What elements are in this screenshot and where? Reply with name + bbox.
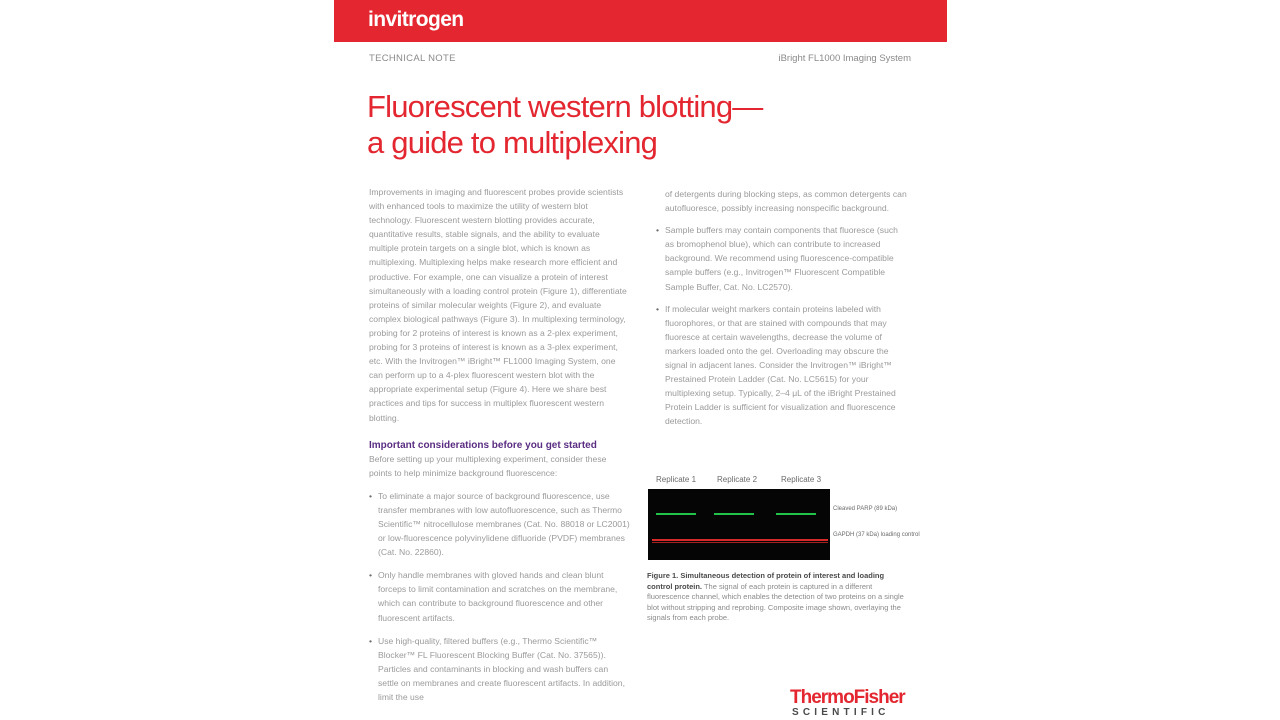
replicate-label: Replicate 3 [781,475,822,484]
title-line-2: a guide to multiplexing [367,125,658,160]
green-band [776,513,816,515]
red-band [652,539,828,541]
section-heading: Important considerations before you get started [369,439,597,451]
replicate-label: Replicate 1 [656,475,697,484]
section-lead: Before setting up your multiplexing experiment, consider these points to help minimize background fluorescence: [369,453,607,478]
product-label: iBright FL1000 Imaging System [778,53,911,64]
document-page [334,0,947,720]
logo-subtitle: SCIENTIFIC [792,707,890,718]
doc-type-label: TECHNICAL NOTE [369,53,456,64]
logo-wordmark: ThermoFisher [790,687,905,708]
red-band-label: GAPDH (37 kDa) loading control [833,532,920,538]
replicate-label: Replicate 2 [717,475,758,484]
green-band-label: Cleaved PARP (89 kDa) [833,506,898,512]
bullet-list-right [656,187,908,429]
left-column [369,185,631,704]
invitrogen-logo: invitrogen [368,8,464,31]
intro-paragraph: Improvements in imaging and fluorescent probes provide scientists with enhanced tools to maximize the utility of western blot technology. Fluorescent western blotting provides accurate, quantitative results, stable signals, and the ability to evaluate multiple protein targets on a single blot, which is known as multiplexing. Multiplexing helps make research more efficient and productive. For example, one can visualize a protein of interest simultaneously with a loading control protein (Figure 1), differentiate proteins of similar molecular weights (Figure 2), and evaluate complex biological pathways (Figure 3). In multiplexing terminology, probing for 2 proteins of interest is known as a 2-plex experiment, probing for 3 proteins of interest is known as a 3-plex experiment, etc. With the Invitrogen™ iBright™ FL1000 Imaging System, one can perform up to a 4-plex fluorescent western blot with the appropriate experimental setup (Figure 4). Here we share best practices and tips for success in multiplex fluorescent western blotting. [369,187,627,423]
brand-bar [334,0,947,42]
western-blot-image [648,489,830,560]
title-line-1: Fluorescent western blotting— [367,89,763,124]
caption-title: Figure 1. Simultaneous detection of protein of interest and loading control protein. [647,571,885,591]
green-band [714,513,754,515]
bullet-list-left [369,489,631,704]
figure-1 [647,475,922,575]
caption-body: The signal of each protein is captured in a different fluorescence channel, which enables the detection of two proteins on a single blot without stripping and reprobing. Composite image shown, overlaying the signals from each probe. [647,581,904,622]
green-band [656,513,696,515]
list-item-continued: of detergents during blocking steps, as common detergents can autofluoresce, possibly increasing nonspecific background. [665,189,907,214]
thermofisher-logo [790,688,905,719]
list-item: • Sample buffers may contain components that fluoresce (such as bromophenol blue), which can contribute to increased background. We recommend using fluorescence-compatible sample buffers (e.g., Invitrogen™ Fluorescent Compatible Sample Buffer, Cat. No. LC2570). [656,225,898,292]
list-item: • Only handle membranes with gloved hands and clean blunt forceps to limit contamination and scratches on the membrane, which can contribute to background fluorescence and other fluorescent artifacts. [369,570,618,623]
page-title [367,89,927,161]
figure-caption [647,571,907,624]
red-band-lower [652,542,828,543]
list-item: • To eliminate a major source of background fluorescence, use transfer membranes with low autofluorescence, such as Thermo Scientific™ nitrocellulose membranes (Cat. No. 88018 or LC2001) or low-fluorescence polyvinylidene difluoride (PVDF) membranes (Cat. No. 22860). [369,490,630,558]
list-item: • Use high-quality, filtered buffers (e.g., Thermo Scientific™ Blocker™ FL Fluorescent Blocking Buffer (Cat. No. 37565)). Particles and contaminants in blocking and wash buffers can settle on membranes and create fluorescent artifacts. In addition, limit the use [369,635,625,702]
list-item: • If molecular weight markers contain proteins labeled with fluorophores, or that are stained with compounds that may fluoresce at certain wavelengths, decrease the volume of markers loaded onto the gel. Overloading may obscure the signal in adjacent lanes. Consider the Invitrogen™ iBright™ Prestained Protein Ladder (Cat. No. LC5615) for your multiplexing setup. Typically, 2–4 μL of the iBright Prestained Protein Ladder is sufficient for visualization and fluorescence detection. [656,303,896,427]
right-column [656,187,908,429]
